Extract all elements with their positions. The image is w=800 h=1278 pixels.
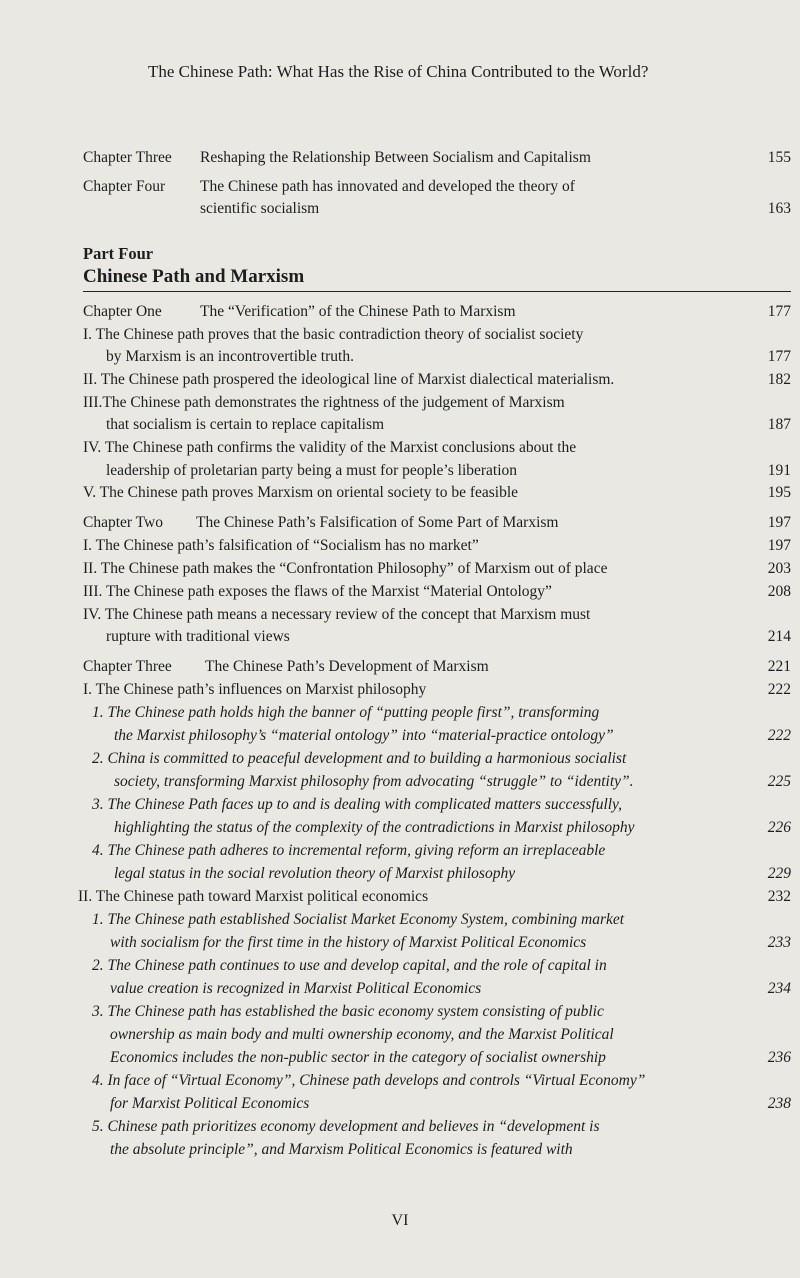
entry-title: highlighting the status of the complexity of the contradictions in Marxist philosophy — [114, 819, 635, 836]
toc-entry — [0, 437, 800, 459]
entry-title: the absolute principle”, and Marxism Political Economics is featured with — [110, 1141, 573, 1158]
entry-title: III.The Chinese path demonstrates the rightness of the judgement of Marxism — [83, 394, 565, 411]
toc-entry — [0, 748, 800, 770]
entry-title: value creation is recognized in Marxist Political Economics — [110, 980, 482, 997]
toc-entry — [0, 604, 800, 626]
toc-entry — [0, 1070, 800, 1092]
entry-title: Economics includes the non-public sector in the category of socialist ownership — [110, 1049, 606, 1066]
part-rule — [83, 291, 791, 292]
toc-entry — [0, 978, 800, 1000]
toc-entry — [0, 656, 800, 678]
page-number: 214 — [767, 628, 791, 645]
page-number: 236 — [767, 1049, 791, 1066]
page-number: 203 — [767, 560, 791, 577]
page-number: 177 — [767, 303, 791, 320]
entry-label: Chapter Three — [83, 149, 172, 166]
toc-entry — [0, 346, 800, 368]
entry-title: I. The Chinese path’s influences on Marxist philosophy — [83, 681, 427, 698]
entry-title: II. The Chinese path prospered the ideological line of Marxist dialectical materialism. — [83, 371, 615, 388]
toc-entry — [0, 817, 800, 839]
entry-title: The “Verification” of the Chinese Path to Marxism — [200, 303, 516, 320]
page-number: 197 — [767, 537, 791, 554]
toc-entry — [0, 886, 800, 908]
page-number: 232 — [767, 888, 791, 905]
toc-entry — [0, 702, 800, 724]
toc-entry — [0, 679, 800, 701]
toc-entry — [0, 1093, 800, 1115]
entry-title: 4. In face of “Virtual Economy”, Chinese path develops and controls “Virtual Economy” — [92, 1072, 646, 1089]
page-number: 222 — [767, 681, 791, 698]
toc-entry — [0, 725, 800, 747]
entry-title: by Marxism is an incontrovertible truth. — [106, 348, 354, 365]
entry-title: the Marxist philosophy’s “material ontology” into “material-practice ontology” — [114, 727, 614, 744]
entry-title: society, transforming Marxist philosophy from advocating “struggle” to “identity”. — [114, 773, 634, 790]
running-head: The Chinese Path: What Has the Rise of China Contributed to the World? — [148, 62, 649, 81]
toc-entry — [0, 535, 800, 557]
toc-entry — [0, 1116, 800, 1138]
entry-title: rupture with traditional views — [106, 628, 290, 645]
entry-title: with socialism for the first time in the history of Marxist Political Economics — [110, 934, 587, 951]
page-number: 226 — [767, 819, 791, 836]
entry-title: I. The Chinese path proves that the basic contradiction theory of socialist society — [83, 326, 584, 343]
page-folio: VI — [391, 1212, 409, 1229]
entry-title: 1. The Chinese path holds high the banner of “putting people first”, transforming — [92, 704, 600, 721]
entry-title: ownership as main body and multi ownership economy, and the Marxist Political — [110, 1026, 614, 1043]
page-number: 238 — [767, 1095, 791, 1112]
entry-title: 2. China is committed to peaceful development and to building a harmonious socialist — [92, 750, 627, 767]
entry-title: IV. The Chinese path confirms the validity of the Marxist conclusions about the — [83, 439, 577, 456]
entry-title: II. The Chinese path makes the “Confrontation Philosophy” of Marxism out of place — [83, 560, 608, 577]
entry-label: Chapter Three — [83, 658, 172, 675]
page-number: 229 — [767, 865, 791, 882]
page-number: 197 — [767, 514, 791, 531]
entry-title: 2. The Chinese path continues to use and develop capital, and the role of capital in — [92, 957, 607, 974]
toc-entry — [0, 955, 800, 977]
page-number: 233 — [767, 934, 791, 951]
entry-title: that socialism is certain to replace capitalism — [106, 416, 385, 433]
entry-title: legal status in the social revolution theory of Marxist philosophy — [114, 865, 516, 882]
entry-title: II. The Chinese path toward Marxist political economics — [78, 888, 429, 905]
entry-title: V. The Chinese path proves Marxism on oriental society to be feasible — [83, 484, 519, 501]
toc-entry — [0, 460, 800, 482]
toc-entry — [0, 1024, 800, 1046]
entry-label: Chapter Two — [83, 514, 163, 531]
page-number: 208 — [767, 583, 791, 600]
entry-title: The Chinese Path’s Development of Marxism — [205, 658, 489, 675]
toc-entry — [0, 392, 800, 414]
toc-entry — [0, 794, 800, 816]
entry-title: IV. The Chinese path means a necessary review of the concept that Marxism must — [83, 606, 591, 623]
toc-entry — [0, 512, 800, 534]
page-number: 191 — [767, 462, 791, 479]
page-number: 234 — [767, 980, 791, 997]
page-number: 163 — [767, 200, 791, 217]
page-number: 182 — [767, 371, 791, 388]
toc-entry — [0, 176, 800, 198]
page-number: 222 — [767, 727, 791, 744]
entry-title: leadership of proletarian party being a must for people’s liberation — [106, 462, 518, 479]
toc-entry — [0, 147, 800, 169]
toc-entry — [0, 1001, 800, 1023]
toc-entry — [0, 324, 800, 346]
entry-title: I. The Chinese path’s falsification of “Socialism has no market” — [83, 537, 479, 554]
toc-entry — [0, 863, 800, 885]
toc-entry — [0, 1139, 800, 1161]
toc-entry — [0, 909, 800, 931]
toc-entry — [0, 1047, 800, 1069]
entry-title: for Marxist Political Economics — [110, 1095, 310, 1112]
entry-title: 4. The Chinese path adheres to incremental reform, giving reform an irreplaceable — [92, 842, 606, 859]
entry-title: Reshaping the Relationship Between Socialism and Capitalism — [200, 149, 591, 166]
entry-title: scientific socialism — [200, 200, 320, 217]
part-title: Chinese Path and Marxism — [83, 266, 305, 287]
page-number: 177 — [767, 348, 791, 365]
toc-entry — [0, 840, 800, 862]
entry-label: Chapter One — [83, 303, 162, 320]
toc-entry — [0, 369, 800, 391]
toc-entry — [0, 301, 800, 323]
toc-entry — [0, 771, 800, 793]
entry-title: 5. Chinese path prioritizes economy development and believes in “development is — [92, 1118, 600, 1135]
page-number: 195 — [767, 484, 791, 501]
entry-label: Chapter Four — [83, 178, 166, 195]
page-number: 221 — [767, 658, 791, 675]
page-number: 155 — [767, 149, 791, 166]
toc-entry — [0, 581, 800, 603]
entry-title: 3. The Chinese Path faces up to and is dealing with complicated matters successfully, — [92, 796, 622, 813]
page-number: 225 — [767, 773, 791, 790]
toc-entry — [0, 932, 800, 954]
entry-title: 1. The Chinese path established Socialist Market Economy System, combining market — [92, 911, 625, 928]
page-number: 187 — [767, 416, 791, 433]
entry-title: The Chinese Path’s Falsification of Some Part of Marxism — [196, 514, 559, 531]
toc-entry — [0, 198, 800, 220]
entry-title: III. The Chinese path exposes the flaws of the Marxist “Material Ontology” — [83, 583, 552, 600]
toc-entry — [0, 482, 800, 504]
toc-entry — [0, 414, 800, 436]
part-label: Part Four — [83, 244, 154, 263]
toc-entry — [0, 626, 800, 648]
toc-entry — [0, 558, 800, 580]
entry-title: 3. The Chinese path has established the basic economy system consisting of public — [92, 1003, 604, 1020]
entry-title: The Chinese path has innovated and developed the theory of — [200, 178, 575, 195]
